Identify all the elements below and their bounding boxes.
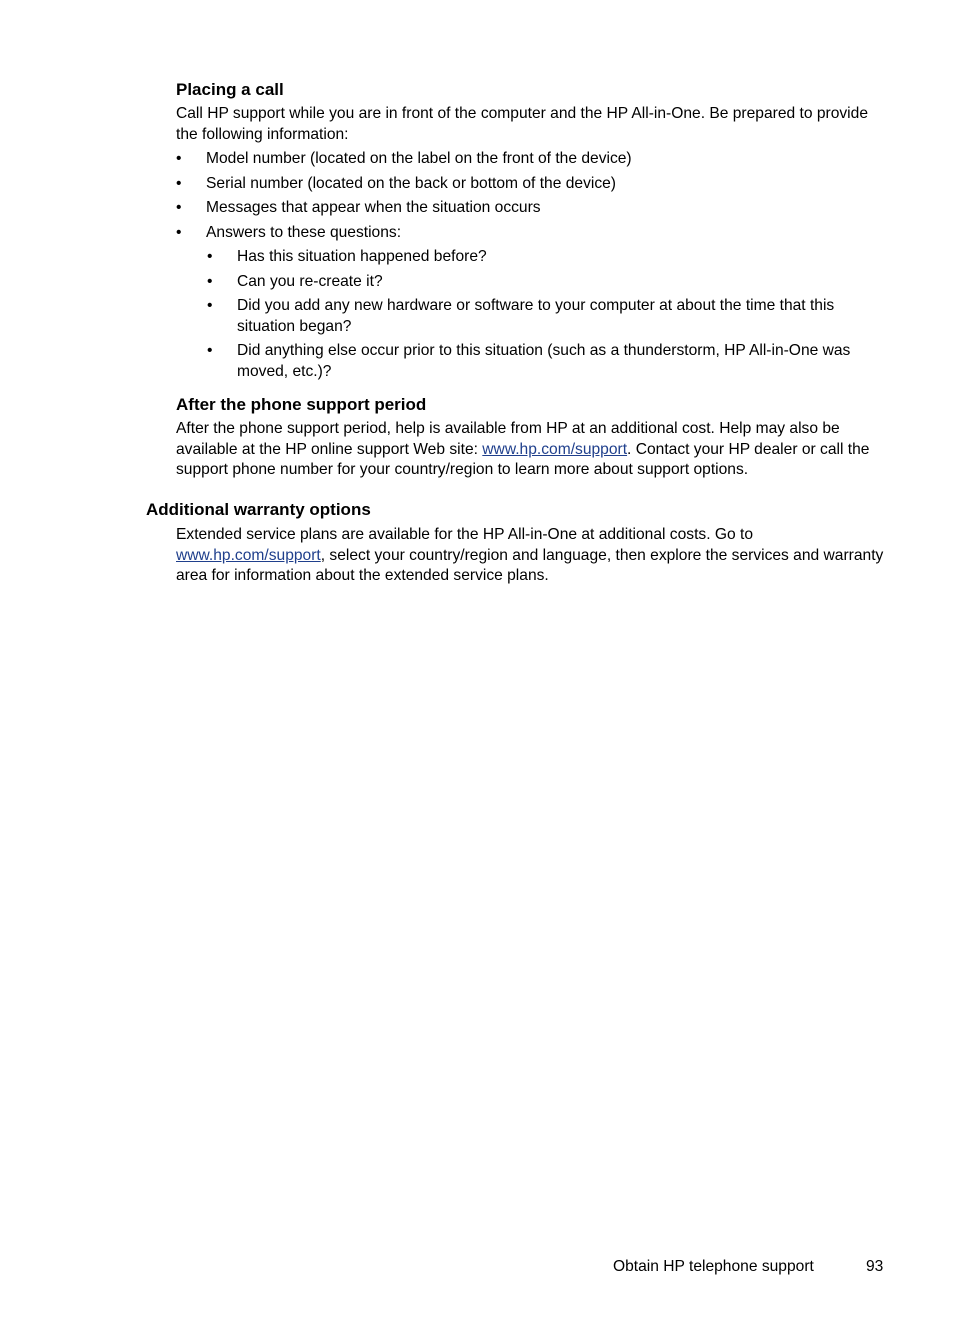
bullet-icon: • [207, 342, 213, 359]
bullet-icon: • [207, 273, 213, 290]
heading-additional-warranty-options: Additional warranty options [146, 500, 371, 519]
heading-after-phone-support-period: After the phone support period [176, 395, 427, 414]
bullet-icon: • [176, 199, 182, 216]
bullet-icon: • [176, 175, 182, 192]
placing-call-intro: Call HP support while you are in front of the computer and the HP All-in-One. Be prepared to provide the following information: [176, 105, 868, 143]
hp-support-link[interactable]: www.hp.com/support [482, 440, 628, 458]
list-item-text: Model number (located on the label on the front of the device) [206, 150, 632, 167]
warranty-text-end: , select your country/region and language, then explore the services and warranty area for information about the extended service plans. [176, 546, 884, 584]
footer-section-title: Obtain HP telephone support [613, 1258, 814, 1275]
list-item-text: Messages that appear when the situation occurs [206, 199, 541, 216]
sub-list-item-text: Did anything else occur prior to this situation (such as a thunderstorm, HP All-in-One was moved, etc.)? [237, 342, 851, 380]
after-period-text-end: . Contact your HP dealer or call the support phone number for your country/region to learn more about support options. [176, 440, 870, 478]
sub-list-item-text: Did you add any new hardware or software to your computer at about the time that this situation began? [237, 297, 835, 335]
sub-list-item-text: Can you re-create it? [237, 273, 383, 290]
after-period-paragraph [176, 419, 888, 481]
sub-list-item-text: Has this situation happened before? [237, 248, 487, 265]
hp-support-link[interactable]: www.hp.com/support [176, 546, 321, 564]
list-item-text: Serial number (located on the back or bottom of the device) [206, 175, 616, 192]
list-item-text: Answers to these questions: [206, 224, 402, 241]
bullet-icon: • [176, 150, 182, 167]
heading-placing-a-call: Placing a call [176, 80, 284, 99]
page-number: 93 [866, 1258, 884, 1275]
bullet-icon: • [176, 224, 182, 241]
warranty-text-start: Extended service plans are available for the HP All-in-One at additional costs. Go to [176, 526, 753, 543]
after-period-text-start: After the phone support period, help is available from HP at an additional cost. Help may also be available at the HP online support Web site: [176, 420, 840, 458]
bullet-icon: • [207, 248, 213, 265]
bullet-icon: • [207, 297, 213, 314]
warranty-paragraph [176, 525, 888, 587]
